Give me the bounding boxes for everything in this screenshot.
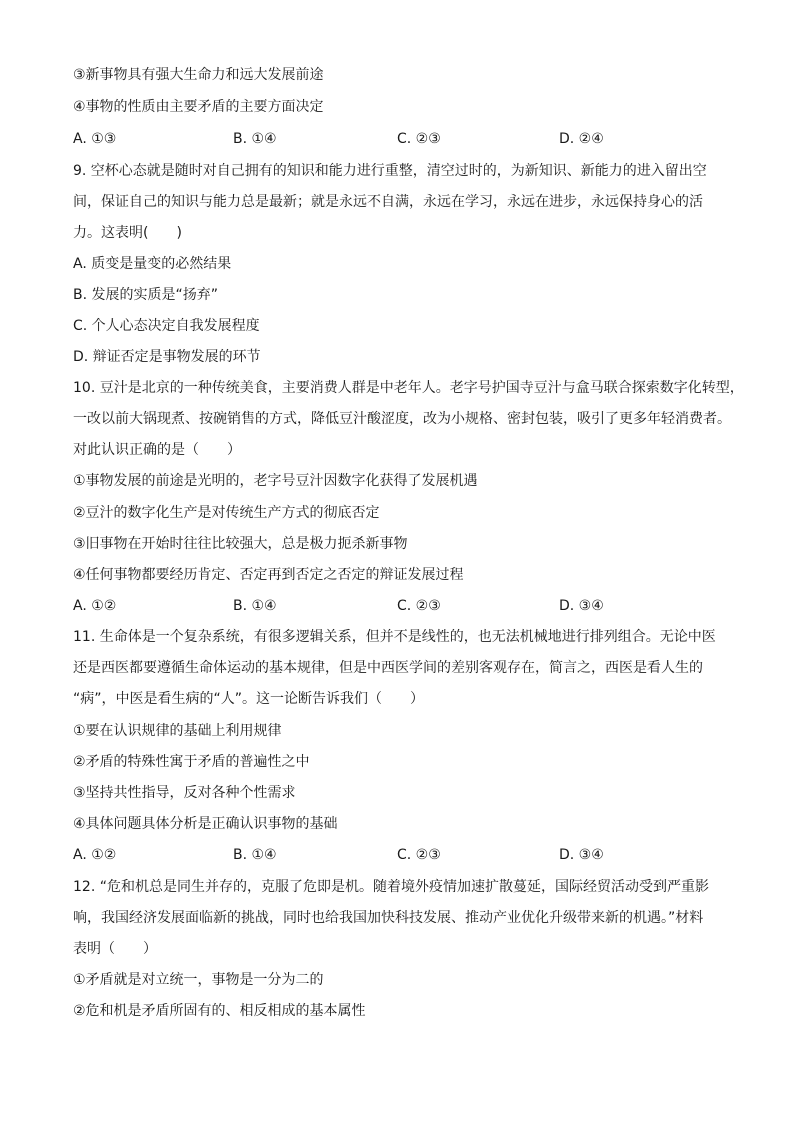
q10-options — [73, 597, 733, 615]
q9-option-a[interactable]: A. 质变是量变的必然结果 — [73, 256, 232, 272]
q11-item-1: ①要在认识规律的基础上利用规律 — [73, 723, 282, 739]
q9-option-d[interactable]: D. 辩证否定是事物发展的环节 — [73, 349, 261, 365]
q10-item-1: ①事物发展的前途是光明的，老字号豆汁因数字化获得了发展机遇 — [73, 473, 478, 489]
q10-item-4: ④任何事物都要经历肯定、否定再到否定之否定的辩证发展过程 — [73, 567, 464, 583]
q11-option-a[interactable]: A. ①② — [73, 847, 117, 863]
q8-item-4: ④事物的性质由主要矛盾的主要方面决定 — [73, 99, 324, 115]
q8-option-d[interactable]: D. ②④ — [559, 131, 604, 147]
q11-options — [73, 846, 733, 864]
q8-item-3: ③新事物具有强大生命力和远大发展前途 — [73, 67, 324, 83]
q12-stem-line-2: 响，我国经济发展面临新的挑战，同时也给我国加快科技发展、推动产业优化升级带来新的机遇。”材料 — [73, 910, 704, 926]
q10-option-a[interactable]: A. ①② — [73, 598, 117, 614]
q9-stem-line-2: 间，保证自己的知识与能力总是最新；就是永远不自满，永远在学习，永远在进步，永远保持身心的活 — [73, 194, 703, 210]
q12-item-1: ①矛盾就是对立统一，事物是一分为二的 — [73, 972, 324, 988]
q11-option-d[interactable]: D. ③④ — [559, 847, 604, 863]
q10-option-b[interactable]: B. ①④ — [233, 598, 277, 614]
q9-option-c[interactable]: C. 个人心态决定自我发展程度 — [73, 318, 260, 334]
q10-stem-line-3: 对此认识正确的是（ ） — [73, 442, 241, 458]
q11-stem-line-2: 还是西医都要遵循生命体运动的基本规律，但是中西医学间的差别客观存在，简言之，西医是看人生的 — [73, 660, 703, 676]
q8-options — [73, 130, 733, 148]
q10-option-c[interactable]: C. ②③ — [397, 598, 441, 614]
q9-stem-line-1: 9. 空杯心态就是随时对自己拥有的知识和能力进行重整，清空过时的，为新知识、新能力的进入留出空 — [73, 163, 707, 179]
q11-item-2: ②矛盾的特殊性寓于矛盾的普遍性之中 — [73, 754, 310, 770]
q12-stem-line-3: 表明（ ） — [73, 941, 157, 957]
q9-option-b[interactable]: B. 发展的实质是“扬弃” — [73, 287, 219, 303]
q10-stem-line-1: 10. 豆汁是北京的一种传统美食，主要消费人群是中老年人。老字号护国寺豆汁与盒马联合探索数字化转型， — [73, 380, 744, 396]
q12-stem-line-1: 12. “危和机总是同生并存的，克服了危即是机。随着境外疫情加速扩散蔓延，国际经贸活动受到严重影 — [73, 879, 709, 895]
q11-item-4: ④具体问题具体分析是正确认识事物的基础 — [73, 816, 338, 832]
q10-stem-line-2: 一改以前大锅现煮、按碗销售的方式，降低豆汁酸涩度，改为小规格、密封包装，吸引了更多年轻消费者。 — [73, 411, 731, 427]
q12-item-2: ②危和机是矛盾所固有的、相反相成的基本属性 — [73, 1003, 366, 1019]
q11-stem-line-1: 11. 生命体是一个复杂系统，有很多逻辑关系，但并不是线性的，也无法机械地进行排列组合。无论中医 — [73, 629, 716, 645]
q10-item-2: ②豆汁的数字化生产是对传统生产方式的彻底否定 — [73, 505, 380, 521]
q9-stem-line-3: 力。这表明( ) — [73, 225, 182, 241]
q11-option-b[interactable]: B. ①④ — [233, 847, 277, 863]
q10-item-3: ③旧事物在开始时往往比较强大，总是极力扼杀新事物 — [73, 536, 408, 552]
q8-option-a[interactable]: A. ①③ — [73, 131, 117, 147]
q11-item-3: ③坚持共性指导，反对各种个性需求 — [73, 785, 296, 801]
q10-option-d[interactable]: D. ③④ — [559, 598, 604, 614]
q8-option-b[interactable]: B. ①④ — [233, 131, 277, 147]
q11-stem-line-3: “病”，中医是看生病的“人”。这一论断告诉我们（ ） — [73, 691, 425, 707]
q8-option-c[interactable]: C. ②③ — [397, 131, 441, 147]
q11-option-c[interactable]: C. ②③ — [397, 847, 441, 863]
